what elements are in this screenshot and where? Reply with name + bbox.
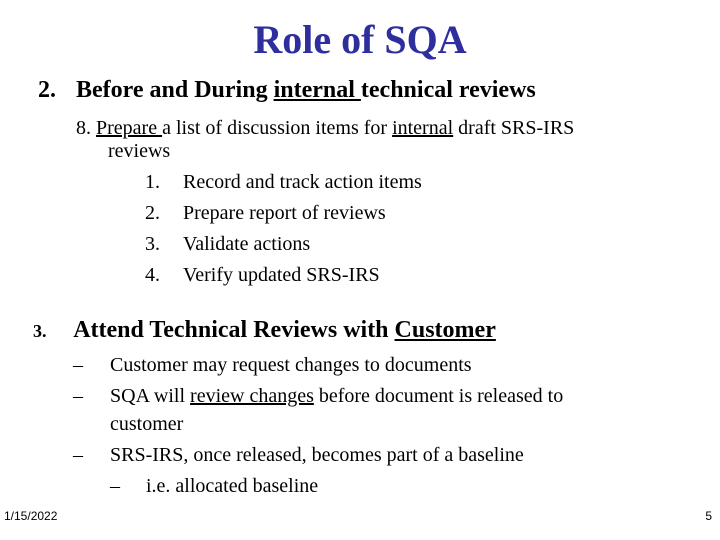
dash-icon: – [73, 354, 83, 376]
item-8-line-2: reviews [108, 140, 171, 162]
sub-item-1: 1. Record and track action items [145, 171, 422, 193]
dash-icon: – [73, 385, 83, 407]
dash-icon: – [110, 475, 120, 497]
section-3-number: 3. [33, 321, 47, 341]
section-2-number: 2. [38, 77, 56, 103]
section-3-heading-text: Attend Technical Reviews with [73, 317, 395, 343]
bullet-2-continuation: customer [110, 413, 184, 435]
page-number: 5 [705, 509, 712, 523]
section-2-heading-underlined: internal [273, 77, 361, 103]
section-2-heading-text-b: technical reviews [360, 77, 536, 103]
sub-item-2: 2. Prepare report of reviews [145, 202, 386, 224]
sub-bullet: – i.e. allocated baseline [110, 475, 319, 497]
item-8-internal: internal [392, 117, 454, 139]
item-8-line-1: 8. Prepare a list of discussion items for internal draft SRS-IRS [76, 117, 575, 139]
review-changes-underlined: review changes [190, 385, 314, 407]
bullet-1: – Customer may request changes to documents [73, 354, 472, 376]
bullet-2: – SQA will review changes before document is released to [73, 385, 564, 407]
dash-icon: – [73, 444, 83, 466]
item-8-number: 8. [76, 117, 91, 139]
section-3-heading [33, 317, 496, 344]
section-2-heading-text-a: Before and During [76, 77, 274, 103]
sub-item-4: 4. Verify updated SRS-IRS [145, 264, 380, 286]
section-2-heading [38, 77, 536, 104]
slide-date: 1/15/2022 [4, 509, 58, 523]
item-8-prepare: Prepare [96, 117, 163, 139]
slide-title: Role of SQA [253, 17, 467, 62]
section-3-heading-customer: Customer [394, 317, 496, 343]
bullet-3: – SRS-IRS, once released, becomes part of a baseline [73, 444, 524, 466]
sub-item-3: 3. Validate actions [145, 233, 311, 255]
